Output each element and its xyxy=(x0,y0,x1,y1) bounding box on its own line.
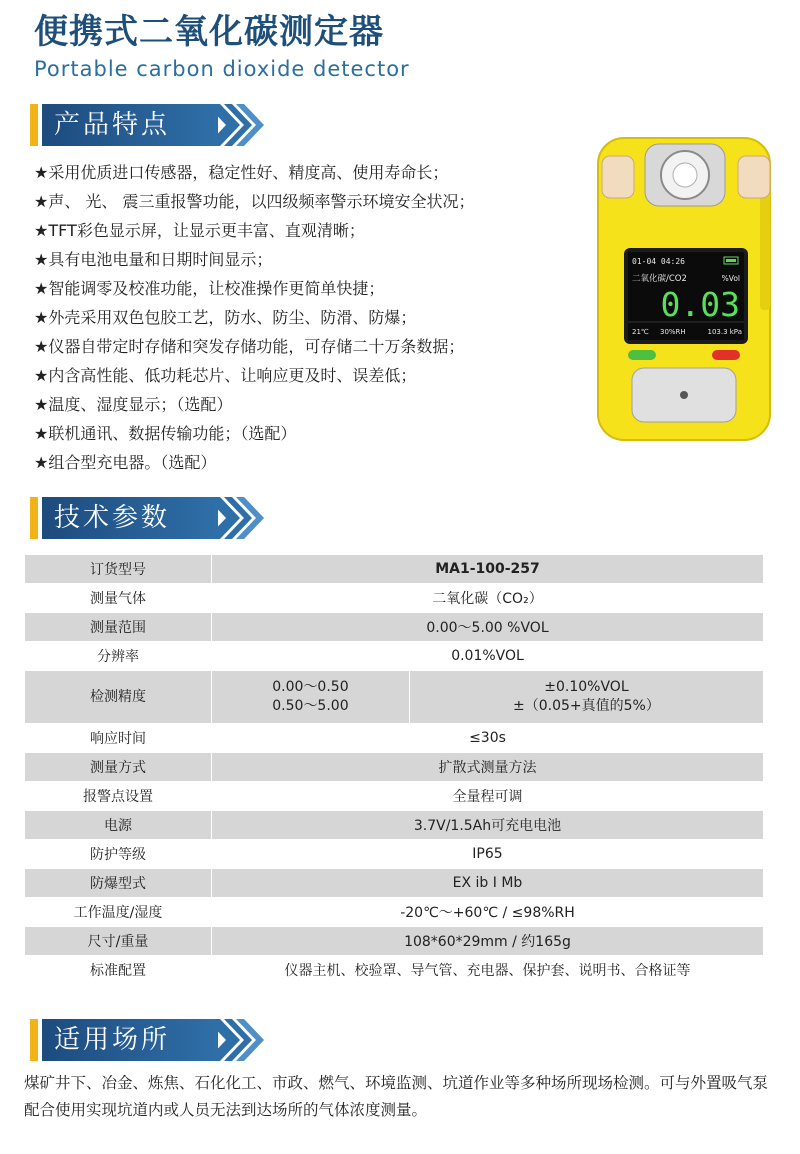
table-row xyxy=(25,811,764,840)
spec-label: 防护等级 xyxy=(25,840,212,869)
spec-value: MA1-100-257 xyxy=(212,555,764,584)
table-row xyxy=(25,555,764,584)
spec-value: ≤30s xyxy=(212,724,764,753)
device-pressure: 103.3 kPa xyxy=(707,328,742,336)
table-row xyxy=(25,840,764,869)
table-row xyxy=(25,927,764,956)
spec-label: 电源 xyxy=(25,811,212,840)
spec-value-accuracy xyxy=(409,671,763,724)
table-row xyxy=(25,869,764,898)
device-unit: %Vol xyxy=(721,274,740,283)
accuracy-value: ±0.10%VOL xyxy=(544,679,629,695)
alarm-light-left xyxy=(602,156,634,198)
table-row xyxy=(25,753,764,782)
spec-value: 扩散式测量方法 xyxy=(212,753,764,782)
device-reading: 0.03 xyxy=(660,285,740,324)
device-humidity: 30%RH xyxy=(660,328,686,336)
device-green-button xyxy=(628,350,656,360)
table-row xyxy=(25,724,764,753)
detector-device-image xyxy=(590,130,780,448)
apps-section-header xyxy=(30,1019,270,1061)
spec-value: IP65 xyxy=(212,840,764,869)
spec-label: 测量气体 xyxy=(25,584,212,613)
specs-section-header xyxy=(30,497,270,539)
device-gas-label: 二氧化碳/CO2 xyxy=(632,274,687,284)
features-section-header xyxy=(30,104,270,146)
spec-value: 108*60*29mm / 约165g xyxy=(212,927,764,956)
spec-label: 订货型号 xyxy=(25,555,212,584)
spec-label: 工作温度/湿度 xyxy=(25,898,212,927)
device-datetime: 01-04 04:26 xyxy=(632,257,685,266)
device-red-button xyxy=(712,350,740,360)
table-row xyxy=(25,642,764,671)
feature-list xyxy=(34,158,594,477)
spec-value: 0.00～5.00 %VOL xyxy=(212,613,764,642)
feature-item: ★TFT彩色显示屏，让显示更丰富、直观清晰； xyxy=(34,221,365,240)
table-row xyxy=(25,898,764,927)
apps-section-title: 适用场所 xyxy=(54,1025,171,1055)
feature-item: ★智能调零及校准功能，让校准操作更简单快捷； xyxy=(34,279,385,298)
device-temperature: 21℃ xyxy=(632,328,649,336)
page-subtitle: Portable carbon dioxide detector xyxy=(34,57,410,81)
feature-item: ★声、 光、 震三重报警功能，以四级频率警示环境安全状况； xyxy=(34,192,475,211)
chevron-stripes-icon xyxy=(206,104,276,146)
spec-value: 仪器主机、校验罩、导气管、充电器、保护套、说明书、合格证等 xyxy=(212,956,764,985)
spec-table xyxy=(24,554,764,985)
table-row xyxy=(25,956,764,985)
spec-value: -20℃～+60℃ / ≤98%RH xyxy=(212,898,764,927)
table-row xyxy=(25,584,764,613)
spec-label: 尺寸/重量 xyxy=(25,927,212,956)
page-title: 便携式二氧化碳测定器 xyxy=(34,12,384,52)
accuracy-value: ±（0.05+真值的5%） xyxy=(513,698,660,714)
spec-value: 二氧化碳（CO₂） xyxy=(212,584,764,613)
feature-item: ★仪器自带定时存储和突发存储功能，可存储二十万条数据； xyxy=(34,337,465,356)
feature-item: ★温度、湿度显示；（选配） xyxy=(34,395,233,414)
feature-item: ★采用优质进口传感器，稳定性好、精度高、使用寿命长； xyxy=(34,163,449,182)
spec-label: 分辨率 xyxy=(25,642,212,671)
table-row xyxy=(25,671,764,724)
spec-label: 报警点设置 xyxy=(25,782,212,811)
accuracy-range: 0.50～5.00 xyxy=(272,698,349,714)
chevron-stripes-icon xyxy=(206,1019,276,1061)
spec-value: 0.01%VOL xyxy=(212,642,764,671)
spec-value: 3.7V/1.5Ah可充电电池 xyxy=(212,811,764,840)
spec-label: 测量方式 xyxy=(25,753,212,782)
feature-item: ★外壳采用双色包胶工艺，防水、防尘、防滑、防爆； xyxy=(34,308,417,327)
spec-label: 标准配置 xyxy=(25,956,212,985)
spec-label: 防爆型式 xyxy=(25,869,212,898)
applications-text: 煤矿井下、冶金、炼焦、石化化工、市政、燃气、环境监测、坑道作业等多种场所现场检测。可与外置吸气泵配合使用实现坑道内或人员无法到达场所的气体浓度测量。 xyxy=(24,1074,769,1119)
spec-value-ranges xyxy=(212,671,410,724)
alarm-light-right xyxy=(738,156,770,198)
feature-item: ★内含高性能、低功耗芯片、让响应更及时、误差低； xyxy=(34,366,417,385)
spec-label: 检测精度 xyxy=(25,671,212,724)
spec-label: 响应时间 xyxy=(25,724,212,753)
feature-item: ★具有电池电量和日期时间显示； xyxy=(34,250,273,269)
features-section-title: 产品特点 xyxy=(54,110,171,140)
chevron-stripes-icon xyxy=(206,497,276,539)
section-accent xyxy=(30,497,38,539)
spec-label: 测量范围 xyxy=(25,613,212,642)
table-row xyxy=(25,782,764,811)
feature-item: ★联机通讯、数据传输功能；（选配） xyxy=(34,424,297,443)
section-accent xyxy=(30,104,38,146)
accuracy-range: 0.00～0.50 xyxy=(272,679,349,695)
specs-section-title: 技术参数 xyxy=(54,503,171,533)
table-row xyxy=(25,613,764,642)
spec-value: EX ib Ⅰ Mb xyxy=(212,869,764,898)
section-accent xyxy=(30,1019,38,1061)
feature-item: ★组合型充电器。（选配） xyxy=(34,453,217,472)
spec-value: 全量程可调 xyxy=(212,782,764,811)
